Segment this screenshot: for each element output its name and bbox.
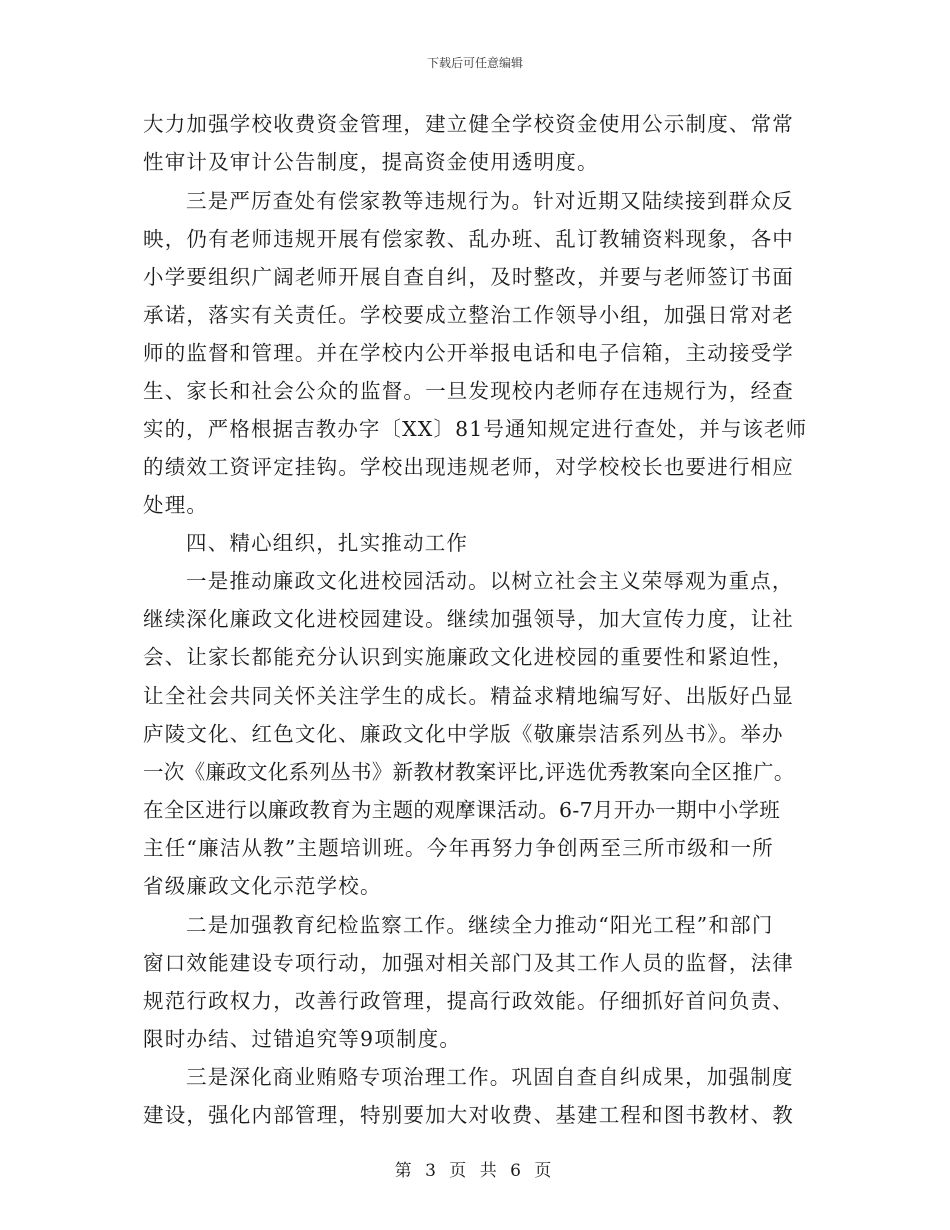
- text-line: 承诺，落实有关责任。学校要成立整治工作领导小组，加强日常对老: [143, 303, 794, 327]
- text-line: 一是推动廉政文化进校园活动。以树立社会主义荣辱观为重点，: [186, 569, 794, 593]
- section-heading: 四、精心组织，扎实推动工作: [186, 531, 469, 555]
- text-line: 大力加强学校收费资金管理，建立健全学校资金使用公示制度、常常: [143, 112, 794, 136]
- text-line: 建设，强化内部管理，特别要加大对收费、基建工程和图书教材、教: [143, 1103, 794, 1127]
- text-line: 小学要组织广阔老师开展自查自纠，及时整改，并要与老师签订书面: [143, 265, 794, 289]
- text-line: 的绩效工资评定挂钩。学校出现违规老师，对学校校长也要进行相应: [143, 455, 794, 479]
- text-line: 二是加强教育纪检监察工作。继续全力推动“阳光工程”和部门: [186, 913, 774, 937]
- text-line: 实的，严格根据吉教办字〔XX〕81号通知规定进行查处，并与该老师: [143, 417, 808, 441]
- text-line: 处理。: [143, 493, 209, 517]
- text-line: 生、家长和社会公众的监督。一旦发现校内老师存在违规行为，经查: [143, 379, 794, 403]
- text-line: 窗口效能建设专项行动，加强对相关部门及其工作人员的监督，法律: [143, 951, 794, 975]
- text-line: 主任“廉洁从教”主题培训班。今年再努力争创两至三所市级和一所: [143, 836, 774, 860]
- text-line: 三是深化商业贿赂专项治理工作。巩固自查自纠成果，加强制度: [186, 1065, 794, 1089]
- text-line: 庐陵文化、红色文化、廉政文化中学版《敬廉崇洁系列丛书》。举办: [143, 722, 784, 746]
- text-line: 在全区进行以廉政教育为主题的观摩课活动。6-7月开办一期中小学班: [143, 798, 781, 822]
- text-line: 师的监督和管理。并在学校内公开举报电话和电子信箱，主动接受学: [143, 341, 794, 365]
- text-line: 省级廉政文化示范学校。: [143, 874, 382, 898]
- text-line: 映，仍有老师违规开展有偿家教、乱办班、乱订教辅资料现象，各中: [143, 227, 794, 251]
- text-line: 三是严厉查处有偿家教等违规行为。针对近期又陆续接到群众反: [186, 189, 794, 213]
- page-number: 第 3 页 共 6 页: [394, 1161, 556, 1181]
- page-header-note: 下载后可任意编辑: [426, 56, 523, 70]
- text-line: 会、让家长都能充分认识到实施廉政文化进校园的重要性和紧迫性，: [143, 645, 794, 669]
- text-line: 性审计及审计公告制度，提高资金使用透明度。: [143, 150, 599, 174]
- text-line: 一次《廉政文化系列丛书》新教材教案评比,评选优秀教案向全区推广。: [143, 760, 795, 784]
- text-line: 继续深化廉政文化进校园建设。继续加强领导，加大宣传力度，让社: [143, 607, 794, 631]
- text-line: 让全社会共同关怀关注学生的成长。精益求精地编写好、出版好凸显: [143, 684, 794, 708]
- text-line: 限时办结、过错追究等9项制度。: [143, 1027, 462, 1051]
- text-line: 规范行政权力，改善行政管理，提高行政效能。仔细抓好首问负责、: [143, 989, 794, 1013]
